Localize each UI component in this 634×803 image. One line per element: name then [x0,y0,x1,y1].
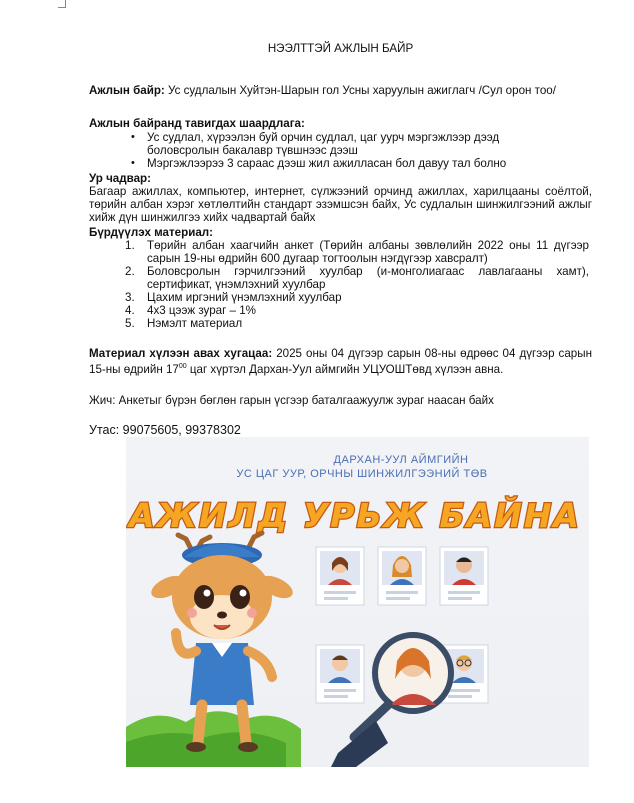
material-item: 2. Боловсролын гэрчилгээний хуулбар (и-монголиагаас лавлагааны хамт), сертификат, үнэмлэхний хуулбар [125,265,589,291]
skills-text: Багаар ажиллах, компьютер, интернет, сүлжээний орчинд ажиллах, харилцааны соёлтой, төрийн албан хэрэг хөтлөлтийн стандарт эзэмшсэн байх, Ус судлалын шинжилгээний ажлыг хийж дүн шинжилгээ хийх чадвартай байх [89,185,592,224]
page-corner-mark [58,0,66,8]
requirements-heading: Ажлын байранд тавигдах шаардлага: [89,117,305,130]
skills-heading: Ур чадвар: [89,172,151,185]
materials-list [125,239,589,330]
illustration-graphic [126,437,589,767]
resume-card [316,547,364,605]
requirements-list [147,131,527,170]
material-item: 3. Цахим иргэний үнэмлэхний хуулбар [125,291,342,304]
position-value: Ус судлалын Хуйтэн-Шарын гол Усны харуулын ажиглагч /Сул орон тоо/ [164,84,556,97]
recruitment-illustration [126,437,589,767]
resume-card [440,547,488,605]
position-line [89,84,556,97]
org-name-line1: ДАРХАН-УУЛ АЙМГИЙН [333,454,469,466]
material-item: 1. Төрийн албан хаагчийн анкет (Төрийн албаны зөвлөлийн 2022 оны 11 дүгээр сарын 19-ны өдрийн 600 дугаар тогтоолын нэгдүгээр хавсралт) [125,239,589,265]
phone-text: Утас: 99075605, 99378302 [89,423,241,437]
deadline-paragraph: Материал хүлээн авах хугацаа: 2025 оны 04 дүгээр сарын 08-ны өдрөөс 04 дүгээр сарын 15-ны өдрийн $17^{00}$ цаг хүртэл Дархан-Уул аймгийн УЦУОШТөвд хүлээн авна. [89,347,592,376]
material-item: 5. Нэмэлт материал [125,317,243,330]
org-name-line2: УС ЦАГ УУР, ОРЧНЫ ШИНЖИЛГЭЭНИЙ ТӨВ [236,468,488,480]
resume-card [378,547,426,605]
material-item: 4. 4х3 цээж зураг – 1% [125,304,256,317]
deadline-label: Материал хүлээн авах хугацаа: [89,347,273,360]
requirement-item: • Ус судлал, хүрээлэн буй орчин судлал, цаг уурч мэргэжлээр дээд боловсролын бакалавр түвшнээс дээш [147,131,527,157]
document-title: НЭЭЛТТЭЙ АЖЛЫН БАЙР [267,42,414,55]
note-text: Жич: Анкетыг бүрэн бөглөн гарын үсгээр баталгаажуулж зураг наасан байх [89,394,494,407]
materials-heading: Бүрдүүлэх материал: [89,226,213,239]
banner-text: АЖИЛД УРЬЖ БАЙНА [129,496,581,535]
requirement-item: • Мэргэжлээрээ 3 сараас дээш жил ажилласан бол давуу тал болно [147,157,527,170]
position-label: Ажлын байр: [89,84,165,97]
resume-card [316,645,364,703]
